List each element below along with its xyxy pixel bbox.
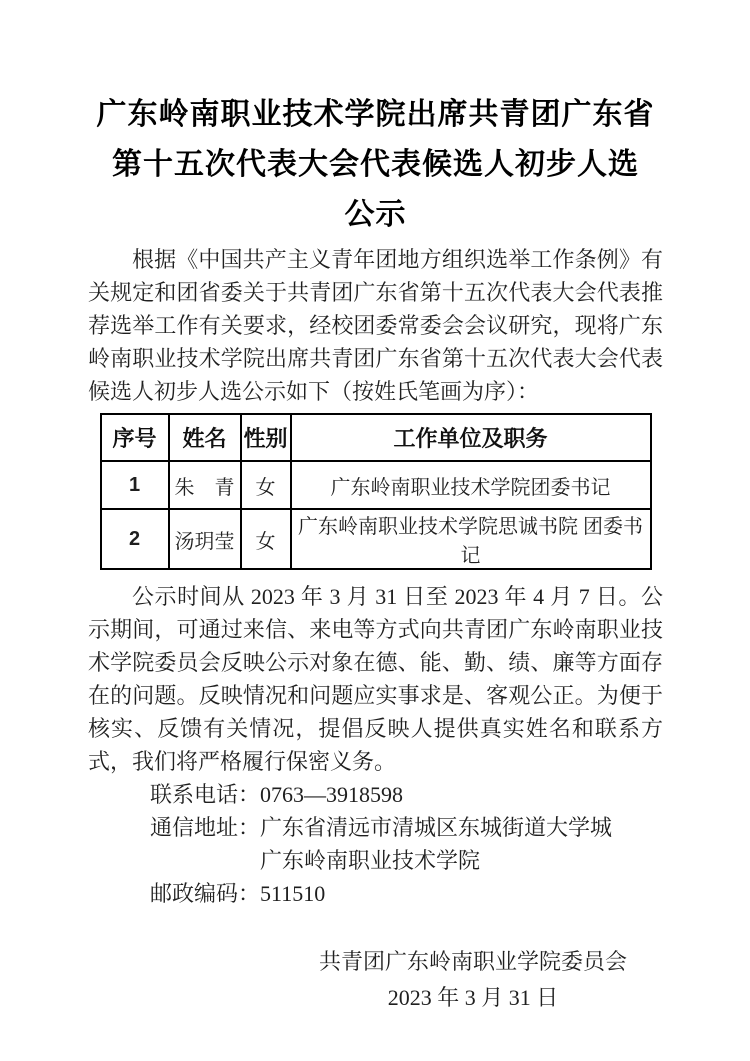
address-label: 通信地址： [150,815,261,840]
notice-paragraph: 公示时间从 2023 年 3 月 31 日至 2023 年 4 月 7 日。公示期间，可通过来信、来电等方式向共青团广东岭南职业技术学院委员会反映公示对象在德、能、勤、绩、廉等方面存在的问题。反映情况和问题应实事求是、客观公正。为便于核实、反馈有关情况，提倡反映人提供真实姓名和联系方式，我们将严格履行保密义务。 [88,584,663,774]
postcode-label: 邮政编码： [150,881,261,906]
column-header-gender: 性别 [241,414,291,461]
candidate-table-header [101,414,651,461]
title-line-2: 第十五次代表大会代表候选人初步人选 [112,148,639,181]
table-row [101,461,651,509]
cell-no: 1 [101,461,169,509]
contact-phone-line [88,778,663,811]
table-row [101,509,651,569]
candidate-table [100,413,652,570]
signature-block [319,944,627,1016]
title-line-3: 公示 [344,198,407,231]
intro-paragraph: 根据《中国共产主义青年团地方组织选举工作条例》有关规定和团省委关于共青团广东省第十五次代表大会代表推荐选举工作有关要求，经校团委常委会会议研究，现将广东岭南职业技术学院出席共青团广东省第十五次代表大会代表候选人初步人选公示如下（按姓氏笔画为序）： [88,247,663,404]
cell-position: 广东岭南职业技术学院团委书记 [291,461,651,509]
page-title [88,0,663,240]
table-header-row [101,414,651,461]
column-header-name: 姓名 [169,414,241,461]
column-header-no: 序号 [101,414,169,461]
contact-postcode-line [88,877,663,910]
postcode-value: 511510 [260,881,326,906]
signature-date: 2023 年 3 月 31 日 [387,985,559,1010]
contact-address-line [88,811,663,844]
phone-label: 联系电话： [150,782,261,807]
address-value-line1: 广东省清远市清城区东城街道大学城 [260,815,613,840]
signature-org: 共青团广东岭南职业学院委员会 [318,949,627,974]
cell-gender: 女 [241,461,291,509]
contact-block [88,778,663,910]
cell-position: 广东岭南职业技术学院思诚书院 团委书记 [291,509,651,569]
contact-address-line2 [88,844,663,877]
title-line-1: 广东岭南职业技术学院出席共青团广东省 [96,98,655,131]
candidate-table-body [101,461,651,569]
address-value-line2: 广东岭南职业技术学院 [260,848,481,873]
cell-name: 朱 青 [169,461,241,509]
cell-name: 汤玥莹 [169,509,241,569]
phone-value: 0763—3918598 [260,782,404,807]
column-header-position: 工作单位及职务 [291,414,651,461]
cell-gender: 女 [241,509,291,569]
cell-no: 2 [101,509,169,569]
